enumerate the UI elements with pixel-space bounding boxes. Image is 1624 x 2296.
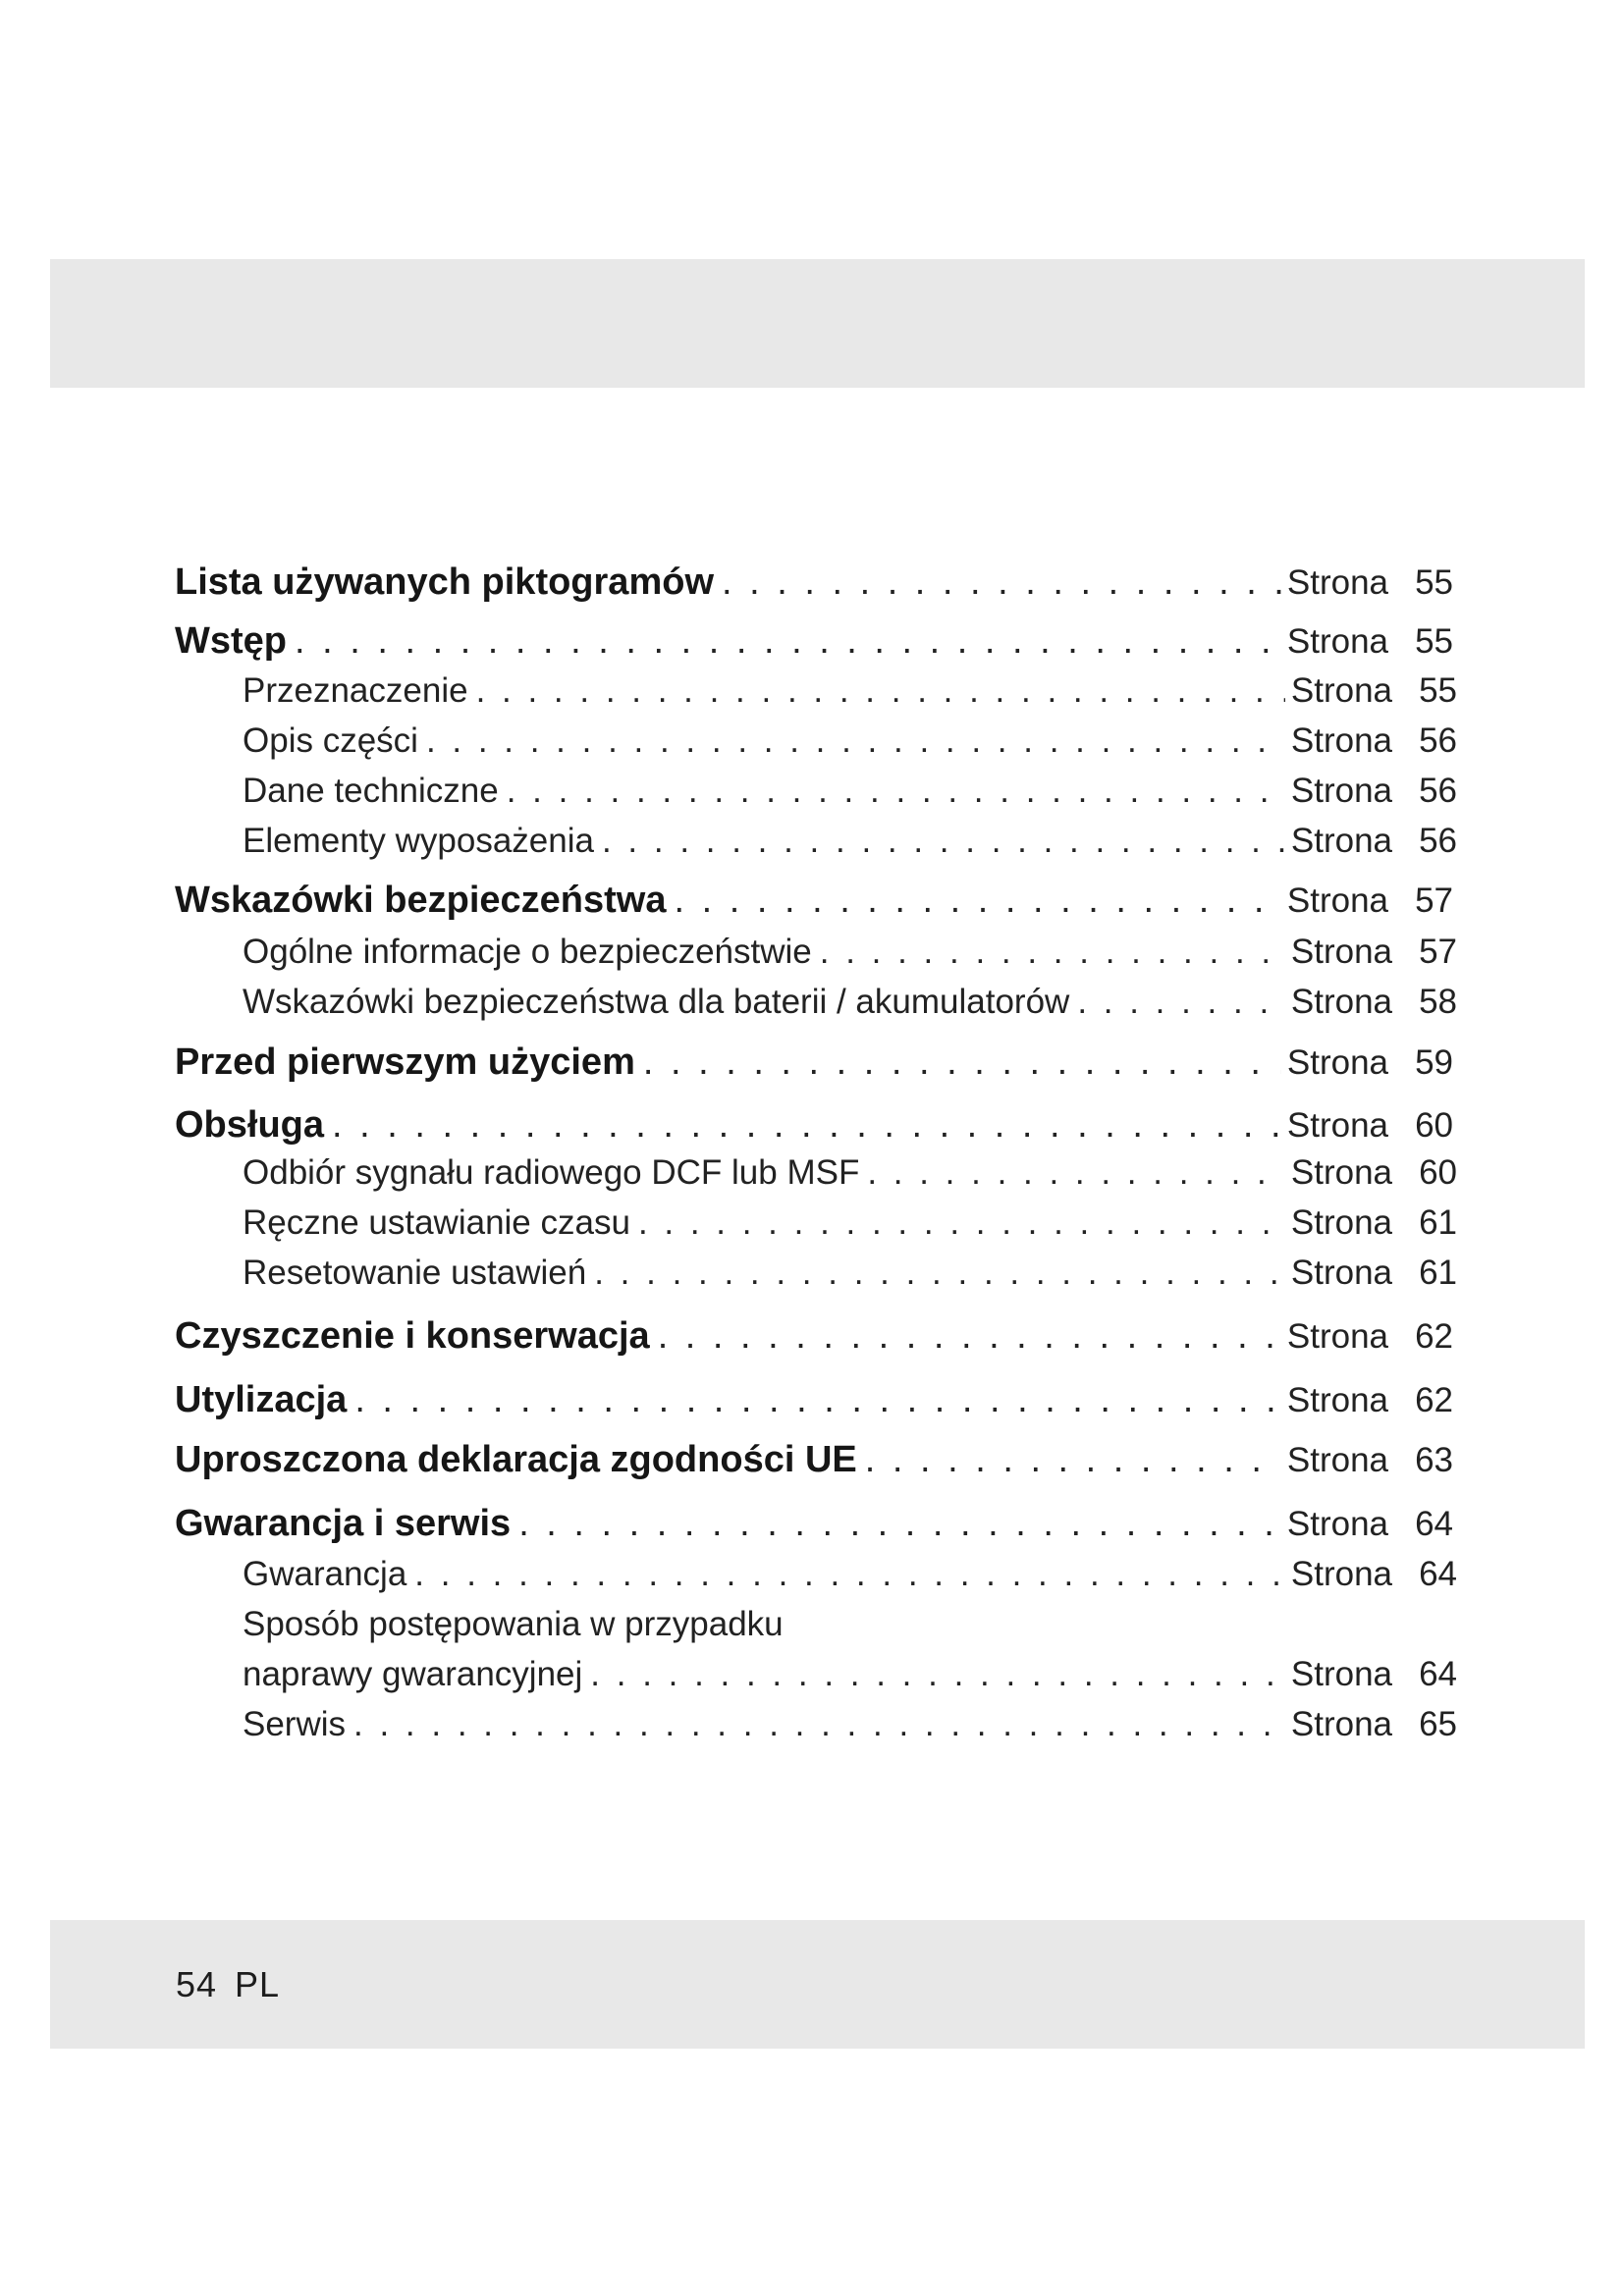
toc-page-number: 65 bbox=[1419, 1705, 1457, 1743]
toc-page-number: 64 bbox=[1419, 1555, 1457, 1593]
toc-strona-label: Strona bbox=[1290, 1153, 1392, 1192]
leader-dots bbox=[658, 1315, 1281, 1358]
toc-page-number: 55 bbox=[1415, 563, 1453, 602]
leader-dots bbox=[426, 721, 1285, 761]
leader-dots bbox=[643, 1041, 1281, 1084]
toc-strona-label: Strona bbox=[1286, 1381, 1388, 1419]
toc-entry-title: naprawy gwarancyjnej bbox=[243, 1655, 583, 1693]
toc-page-number: 60 bbox=[1419, 1153, 1457, 1192]
leader-dots bbox=[867, 1153, 1285, 1193]
toc-strona-label: Strona bbox=[1290, 983, 1392, 1021]
toc-entry-title: Resetowanie ustawień bbox=[243, 1254, 587, 1292]
toc-subentry[interactable] bbox=[243, 1655, 1457, 1694]
language-code: PL bbox=[235, 1964, 281, 2004]
toc-entry[interactable] bbox=[175, 620, 1453, 663]
toc-entry-title: Czyszczenie i konserwacja bbox=[175, 1315, 650, 1357]
leader-dots bbox=[507, 772, 1285, 811]
leader-dots bbox=[295, 620, 1281, 663]
leader-dots bbox=[820, 933, 1285, 972]
toc-entry-title: Wskazówki bezpieczeństwa dla baterii / akumulatorów bbox=[243, 983, 1070, 1021]
toc-page-number: 62 bbox=[1415, 1381, 1453, 1419]
toc-page-number: 56 bbox=[1419, 721, 1457, 760]
leader-dots bbox=[354, 1379, 1281, 1421]
toc-page-number: 63 bbox=[1415, 1441, 1453, 1479]
toc-entry[interactable] bbox=[175, 561, 1453, 604]
toc-page-number: 64 bbox=[1419, 1655, 1457, 1693]
toc-strona-label: Strona bbox=[1290, 671, 1392, 710]
toc-entry-title: Sposób postępowania w przypadku bbox=[243, 1605, 784, 1643]
toc-entry[interactable] bbox=[175, 1503, 1453, 1545]
toc-subentry[interactable] bbox=[243, 1153, 1457, 1193]
toc-page-number: 61 bbox=[1419, 1254, 1457, 1292]
toc-strona-label: Strona bbox=[1286, 1043, 1388, 1082]
toc-entry-title: Opis części bbox=[243, 721, 418, 760]
toc-entry-title: Serwis bbox=[243, 1705, 347, 1743]
toc-subentry[interactable] bbox=[243, 983, 1457, 1022]
leader-dots bbox=[675, 880, 1281, 922]
toc-subentry[interactable] bbox=[243, 822, 1457, 861]
toc-entry-title: Dane techniczne bbox=[243, 772, 499, 810]
toc-strona-label: Strona bbox=[1290, 1655, 1392, 1693]
toc-entry-title: Wskazówki bezpieczeństwa bbox=[175, 880, 667, 921]
toc-entry-title: Wstęp bbox=[175, 620, 287, 662]
toc-page-number: 56 bbox=[1419, 822, 1457, 860]
toc-strona-label: Strona bbox=[1290, 933, 1392, 971]
toc-entry[interactable] bbox=[175, 1439, 1453, 1481]
leader-dots bbox=[476, 671, 1285, 711]
toc-page-number: 56 bbox=[1419, 772, 1457, 810]
toc-strona-label: Strona bbox=[1286, 1441, 1388, 1479]
page-number: 54 bbox=[176, 1964, 218, 2004]
toc-page-number: 61 bbox=[1419, 1203, 1457, 1242]
toc-subentry[interactable] bbox=[243, 1555, 1457, 1594]
leader-dots bbox=[518, 1503, 1281, 1545]
leader-dots bbox=[1077, 983, 1285, 1022]
toc-entry-title: Elementy wyposażenia bbox=[243, 822, 594, 860]
toc-entry-title: Odbiór sygnału radiowego DCF lub MSF bbox=[243, 1153, 860, 1192]
leader-dots bbox=[638, 1203, 1285, 1243]
toc-strona-label: Strona bbox=[1286, 563, 1388, 602]
toc-entry-title: Przed pierwszym użyciem bbox=[175, 1041, 635, 1083]
toc-subentry[interactable] bbox=[243, 721, 1457, 761]
toc-subentry[interactable] bbox=[243, 1705, 1457, 1744]
toc-subentry[interactable] bbox=[243, 933, 1457, 972]
leader-dots bbox=[353, 1705, 1285, 1744]
toc-strona-label: Strona bbox=[1290, 721, 1392, 760]
toc-entry[interactable] bbox=[175, 1104, 1453, 1147]
toc-page-number: 60 bbox=[1415, 1106, 1453, 1145]
toc-entry-title: Ręczne ustawianie czasu bbox=[243, 1203, 630, 1242]
toc-entry[interactable] bbox=[175, 1315, 1453, 1358]
leader-dots bbox=[590, 1655, 1285, 1694]
toc-subentry[interactable] bbox=[243, 772, 1457, 811]
page-footer bbox=[176, 1920, 280, 2049]
header-band bbox=[50, 259, 1585, 388]
toc-page-number: 62 bbox=[1415, 1317, 1453, 1356]
toc-page-number: 64 bbox=[1415, 1505, 1453, 1543]
toc-entry-title: Utylizacja bbox=[175, 1379, 348, 1420]
toc-entry[interactable] bbox=[175, 880, 1453, 922]
toc-strona-label: Strona bbox=[1286, 1106, 1388, 1145]
toc-subentry bbox=[243, 1605, 1457, 1644]
toc-page-number: 55 bbox=[1419, 671, 1457, 710]
toc-entry-title: Gwarancja bbox=[243, 1555, 407, 1593]
toc-entry[interactable] bbox=[175, 1041, 1453, 1084]
toc-strona-label: Strona bbox=[1286, 1505, 1388, 1543]
leader-dots bbox=[602, 822, 1285, 861]
toc-strona-label: Strona bbox=[1286, 881, 1388, 920]
toc-entry-title: Lista używanych piktogramów bbox=[175, 561, 714, 603]
leader-dots bbox=[722, 561, 1281, 604]
toc-entry-title: Ogólne informacje o bezpieczeństwie bbox=[243, 933, 812, 971]
leader-dots bbox=[332, 1104, 1281, 1147]
toc-strona-label: Strona bbox=[1290, 1254, 1392, 1292]
toc-subentry[interactable] bbox=[243, 671, 1457, 711]
toc-strona-label: Strona bbox=[1290, 772, 1392, 810]
toc-page-number: 57 bbox=[1415, 881, 1453, 920]
toc-entry-title: Uproszczona deklaracja zgodności UE bbox=[175, 1439, 857, 1480]
toc-strona-label: Strona bbox=[1290, 822, 1392, 860]
footer-band bbox=[50, 1920, 1585, 2049]
leader-dots bbox=[414, 1555, 1285, 1594]
toc-strona-label: Strona bbox=[1290, 1555, 1392, 1593]
leader-dots bbox=[865, 1439, 1281, 1481]
toc-strona-label: Strona bbox=[1290, 1203, 1392, 1242]
leader-dots bbox=[594, 1254, 1285, 1293]
toc-strona-label: Strona bbox=[1286, 622, 1388, 661]
toc-entry-title: Gwarancja i serwis bbox=[175, 1503, 512, 1544]
toc-entry-title: Przeznaczenie bbox=[243, 671, 468, 710]
toc-subentry[interactable] bbox=[243, 1254, 1457, 1293]
toc-strona-label: Strona bbox=[1290, 1705, 1392, 1743]
toc-page-number: 58 bbox=[1419, 983, 1457, 1021]
toc-entry[interactable] bbox=[175, 1379, 1453, 1421]
toc-page-number: 57 bbox=[1419, 933, 1457, 971]
toc-page-number: 59 bbox=[1415, 1043, 1453, 1082]
toc-entry-title: Obsługa bbox=[175, 1104, 325, 1146]
toc-subentry[interactable] bbox=[243, 1203, 1457, 1243]
toc-page-number: 55 bbox=[1415, 622, 1453, 661]
toc-strona-label: Strona bbox=[1286, 1317, 1388, 1356]
